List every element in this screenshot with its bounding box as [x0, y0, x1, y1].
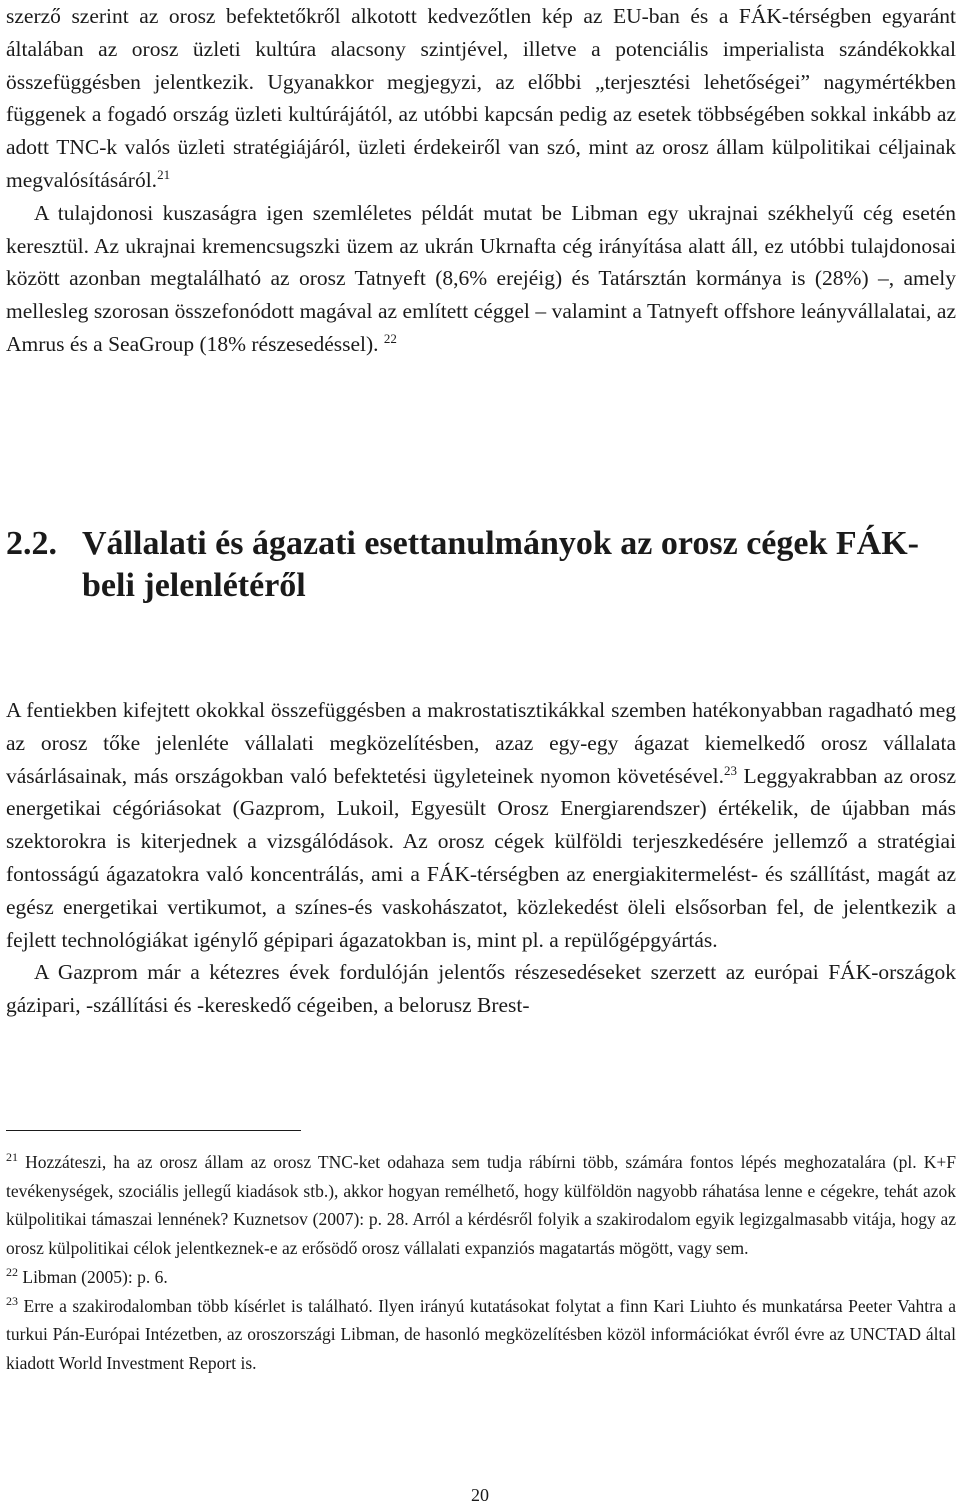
- footnote-number: 23: [6, 1293, 18, 1308]
- section-title: Vállalati és ágazati esettanulmányok az orosz cégek FÁK-beli jelenlétéről: [82, 525, 919, 604]
- paragraph-libman: A tulajdonosi kuszaságra igen szemléletes példát mutat be Libman egy ukrajnai székhelyű cég esetén keresztül. Az ukrajnai kremencsugszki üzem az ukrán Ukrnafta cég irányítása alatt áll, ez utóbbi tulajdonosai között azonban megtalálható az orosz Tatnyeft (8,6% erejéig) és Tatársztán kormánya is (28%) –, amely mellesleg szorosan összefonódott magával az említett céggel – valamint a Tatnyeft offshore leányvállalatai, az Amrus és a SeaGroup (18% részesedéssel). $^{22}$: [6, 200, 956, 356]
- footnote-ref-21[interactable]: 21: [157, 166, 171, 182]
- footnote-ref-23[interactable]: 23: [724, 762, 738, 778]
- section-heading: [6, 523, 956, 607]
- footnote-22: $^{22}$ Libman (2005): p. 6.: [6, 1264, 168, 1287]
- footnote-separator: [6, 1130, 301, 1131]
- footnote-21: $^{21}$ Hozzáteszi, ha az orosz állam az orosz TNC-ket odahaza sem tudja rábírni több, számára fontos lépés meghozatalára (pl. K+F tevékenységek, szociális jellegű kiadások stb.), akkor hogyan remélhető, hogy külföldön nagyobb ráhatása lenne e cégekre, tehát azok külpolitikai támaszai lennének? Kuznetsov (2007): p. 28. Arról a kérdésről folyik a szakirodalom egyik legizgalmasabb vitája, hogy az orosz külpolitikai célok jelentkeznek-e az erősödő orosz vállalati expanziós magatartás mögött, vagy sem.: [6, 1150, 957, 1259]
- paragraph-continued: szerző szerint az orosz befektetőkről alkotott kedvezőtlen kép az EU-ban és a FÁK-térségben egyaránt általában az orosz üzleti kultúra alacsony szintjével, illetve a potenciális imperialista szándékokkal összefüggésben jelentkezik. Ugyanakkor megjegyzi, az előbbi „terjesztési lehetőségei” nagymértékben függenek a fogadó ország üzleti kultúrájától, az utóbbi kapcsán pedig az esetek többségében sokkal inkább az adott TNC-k valós üzleti stratégiájáról, üzleti érdekeiről van szó, mint az orosz állam külpolitikai céljainak megvalósításáról.$^{21}$: [6, 4, 956, 192]
- footnote-ref-22[interactable]: 22: [383, 330, 397, 346]
- section-number: 2.2.: [6, 525, 57, 562]
- footnotes: [6, 1148, 956, 1378]
- footnote-number: 21: [6, 1150, 18, 1164]
- paragraph-gazprom: A Gazprom már a kétezres évek fordulóján jelentős részesedéseket szerzett az európai FÁK-országok gázipari, -szállítási és -kereskedő cégeiben, a belorusz Brest-: [6, 960, 956, 1018]
- page-number: 20: [471, 1485, 489, 1505]
- body-text-bottom: [6, 694, 956, 1022]
- paragraph-intro: A fentiekben kifejtett okokkal összefüggésben a makrostatisztikákkal szemben hatékonyabban ragadható meg az orosz tőke jelenléte vállalati megközelítésben, azaz egy-egy ágazat kiemelkedő orosz vállalata vásárlásainak, más országokban való befektetési ügyleteinek nyomon követésével.$^{23}$ Leggyakrabban az orosz energetikai cégóriásokat (Gazprom, Lukoil, Egyesült Orosz Energiarendszer) értékelik, de újabban más szektorokra is kiterjednek a vizsgálódások. Az orosz cégek külföldi terjeszkedésére jellemző a stratégiai fontosságú ágazatokra való koncentrálás, ami a FÁK-térségben az energiakitermelést- és szállítást, magát az egész energetikai vertikumot, a színes-és vaskohászatot, közlekedést öleli elsősorban fel, de jelentkezik a fejlett technológiákat igénylő gépipari ágazatokban is, mint pl. a repülőgépgyártás.: [6, 698, 957, 952]
- footnote-number: 22: [6, 1264, 18, 1279]
- footnote-23: $^{23}$ Erre a szakirodalomban több kísérlet is található. Ilyen irányú kutatásokat folytat a finn Kari Liuhto és munkatársa Peeter Vahtra a turkui Pán-Európai Intézetben, az oroszországi Libman, de hasonló megközelítésben közöl információkat évről évre az UNCTAD által kiadott World Investment Report is.: [6, 1293, 956, 1373]
- body-text-top: [6, 0, 956, 361]
